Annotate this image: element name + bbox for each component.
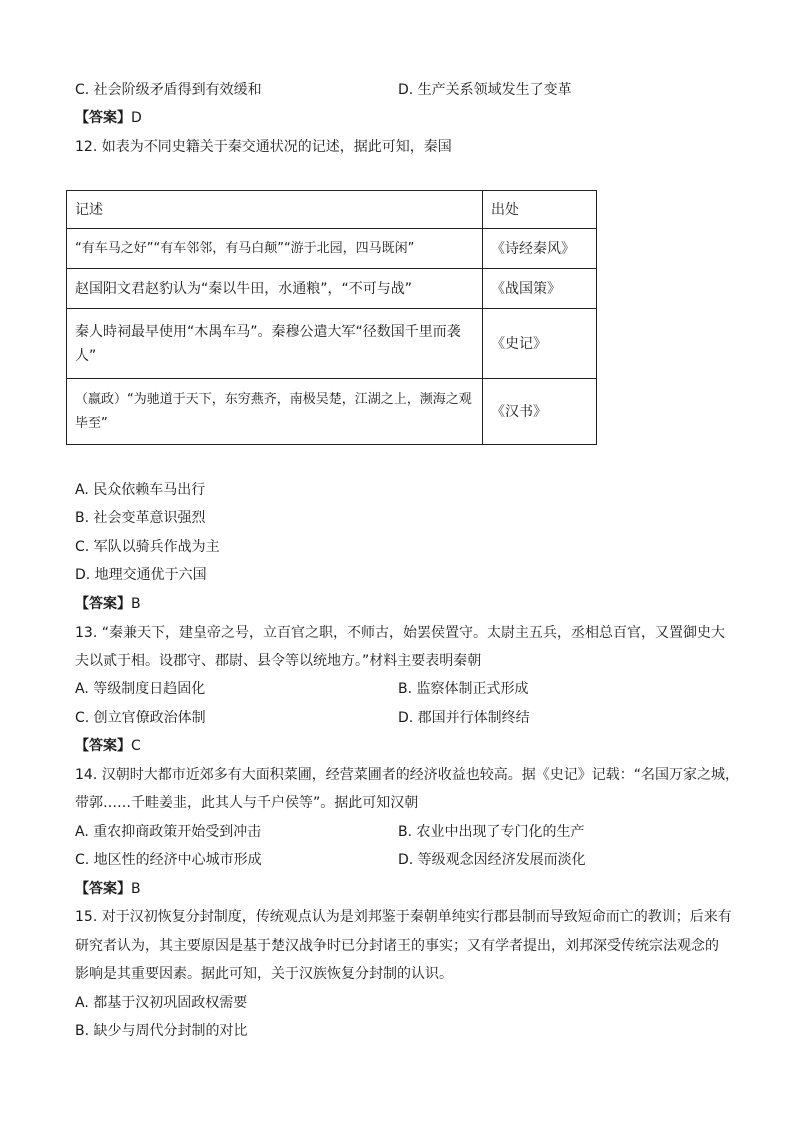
row-source: 《史记》: [483, 309, 597, 379]
q13-stem-line2: 夫以贰于相。设郡守、郡尉、县令等以统地方。”材料主要表明秦朝: [75, 653, 482, 669]
answer-label: 【答案】: [75, 596, 131, 612]
table-row: [67, 309, 597, 379]
q14-option-a: A. 重农抑商政策开始受到冲击: [75, 824, 262, 840]
q12-stem: 12. 如表为不同史籍关于秦交通状况的记述，据此可知，秦国: [75, 139, 452, 155]
q12-answer: [75, 594, 141, 614]
q14-answer: [75, 879, 141, 899]
q12-option-c: C. 军队以骑兵作战为主: [75, 539, 220, 555]
q14-option-b: B. 农业中出现了专门化的生产: [398, 824, 585, 840]
q12-option-d: D. 地理交通优于六国: [75, 567, 207, 583]
q15-stem-line2: 研究者认为，其主要原因是基于楚汉战争时已分封诸王的事实；又有学者提出，刘邦深受传统宗法观念的: [75, 938, 719, 954]
row-record: “有车马之好”“有车邻邻，有马白颠”“游于北园，四马既闲”: [67, 229, 483, 269]
q12-option-b: B. 社会变革意识强烈: [75, 510, 206, 526]
table-row: [67, 269, 597, 309]
q13-answer: [75, 736, 141, 756]
header-source: 出处: [483, 191, 597, 229]
answer-value: B: [131, 881, 141, 897]
table-row: [67, 379, 597, 445]
q14-option-c: C. 地区性的经济中心城市形成: [75, 852, 262, 868]
row-record: （嬴政）“为驰道于天下，东穷燕齐，南极吴楚，江湖之上，濒海之观毕至”: [67, 379, 483, 445]
table-header-row: [67, 191, 597, 229]
q13-stem-line1: 13. “秦兼天下，建皇帝之号，立百官之职，不师古，始罢侯置守。太尉主五兵，丞相总百官，又置御史大: [75, 625, 725, 641]
q14-stem-line1: 14. 汉朝时大都市近郊多有大面积菜圃，经营菜圃者的经济收益也较高。据《史记》记载：“名国万家之城，: [75, 767, 739, 783]
answer-label: 【答案】: [75, 881, 131, 897]
answer-label: 【答案】: [75, 110, 131, 126]
q13-option-b: B. 监察体制正式形成: [398, 681, 529, 697]
q11-option-d: D. 生产关系领域发生了变革: [398, 82, 572, 98]
q15-option-b: B. 缺少与周代分封制的对比: [75, 1023, 248, 1039]
q14-option-d: D. 等级观念因经济发展而淡化: [398, 852, 586, 868]
q15-stem-line1: 15. 对于汉初恢复分封制度，传统观点认为是刘邦鉴于秦朝单纯实行郡县制而导致短命而亡的教训；后来有: [75, 909, 732, 925]
header-record: 记述: [67, 191, 483, 229]
q12-source-table: [66, 190, 597, 445]
row-source: 《诗经秦风》: [483, 229, 597, 269]
q12-option-a: A. 民众依赖车马出行: [75, 482, 206, 498]
q11-option-c: C. 社会阶级矛盾得到有效缓和: [75, 82, 262, 98]
q14-stem-line2: 带郭……千畦姜韭，此其人与千户侯等”。据此可知汉朝: [75, 795, 419, 811]
q11-answer: [75, 108, 142, 128]
row-source: 《战国策》: [483, 269, 597, 309]
answer-label: 【答案】: [75, 738, 131, 754]
q13-option-d: D. 郡国并行体制终结: [398, 710, 530, 726]
row-source: 《汉书》: [483, 379, 597, 445]
row-record: 秦人時祠最早使用“木禺车马”。秦穆公遣大军“径数国千里而袭人”: [67, 309, 483, 379]
q13-option-a: A. 等级制度日趋固化: [75, 681, 206, 697]
row-record: 赵国阳文君赵豹认为“秦以牛田，水通粮”，“不可与战”: [67, 269, 483, 309]
table-row: [67, 229, 597, 269]
q15-option-a: A. 都基于汉初巩固政权需要: [75, 995, 248, 1011]
q15-stem-line3: 影响是其重要因素。据此可知，关于汉族恢复分封制的认识。: [75, 966, 453, 982]
answer-value: D: [131, 110, 142, 126]
answer-value: B: [131, 596, 141, 612]
answer-value: C: [131, 738, 141, 754]
q13-option-c: C. 创立官僚政治体制: [75, 710, 206, 726]
